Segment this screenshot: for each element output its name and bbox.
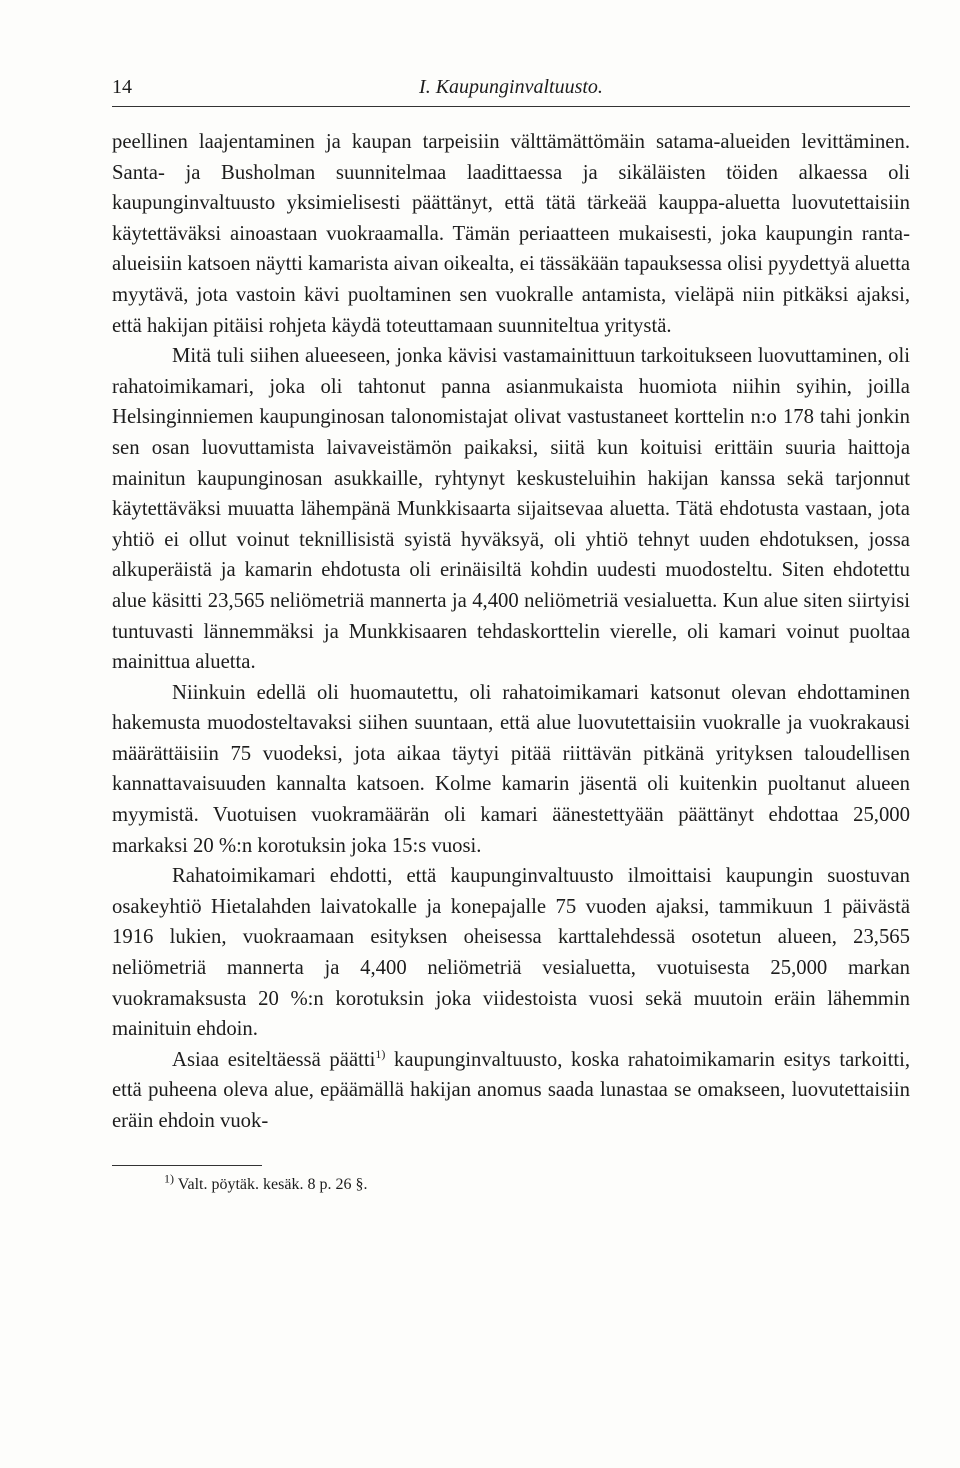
- page-number: 14: [112, 76, 132, 98]
- running-title: I. Kaupunginvaltuusto.: [419, 76, 603, 98]
- paragraph-1: peellinen laajentaminen ja kaupan tarpeisiin välttämättömäin satama-alueiden levittäminen. Santa- ja Busholman suunnitelmaa laadittaessa ja sikäläisten töiden alkaessa oli kaupunginvaltuusto yksimielisesti päättänyt, että tätä tärkeää kauppa-aluetta luovutettaisiin käytettäväksi ainoastaan vuokraamalla. Tämän periaatteen mukaisesti, joka kaupungin ranta-alueisiin katsoen näytti kamarista aivan oikealta, ei tässäkään tapauksessa olisi pyydettyä aluetta myytävä, jota vastoin kävi puoltaminen sen vuokralle antamista, vieläpä niin pitkäksi ajaksi, että hakijan pitäisi rohjeta käydä toteuttamaan suunniteltua yritystä.: [112, 131, 910, 337]
- footnote-text: Valt. pöytäk. kesäk. 8 p. 26 §.: [174, 1175, 368, 1193]
- paragraph-5: [112, 1045, 910, 1137]
- body-text: [112, 127, 910, 1137]
- paragraph-2: Mitä tuli siihen alueeseen, jonka kävisi vastamainittuun tarkoitukseen luovuttaminen, oli rahatoimikamari, joka oli tahtonut panna asianmukaista huomiota niihin syihin, joilla Helsinginniemen kaupunginosan talonomistajat olivat vastustaneet korttelin n:o 178 tahi jonkin sen osan luovuttamista laivaveistämön paikaksi, siitä kun koituisi erittäin suuria haittoja mainitun kaupunginosan asukkaille, ryhtynyt keskusteluihin hakijan kanssa sekä tarjonnut käytettäväksi muuatta lähempänä Munkkisaarta sijaitsevaa aluetta. Tätä ehdotusta vastaan, jota yhtiö ei ollut voinut teknillisistä syistä hyväksyä, oli yhtiö tehnyt uuden ehdotuksen, jossa alkuperäistä ja kamarin ehdotusta oli erinäisiltä kohdin uudesti muodosteltu. Siten ehdotettu alue käsitti 23,565 neliömetriä mannerta ja 4,400 neliömetriä vesialuetta. Kun alue siten siirtyisi tuntuvasti lännemmäksi ja Munkkisaaren tehdaskorttelin vierelle, oli kamari voinut puoltaa mainittua aluetta.: [112, 345, 910, 674]
- paragraph-5-rest: kaupunginvaltuusto, koska rahatoimikamarin esitys tarkoitti, että puheena oleva alue, epäämällä hakijan anomus saada lunastaa se omakseen, luovutettaisiin eräin ehdoin vuok-: [112, 1048, 910, 1132]
- footnote-divider: [112, 1165, 262, 1166]
- paragraph-3: Niinkuin edellä oli huomautettu, oli rahatoimikamari katsonut olevan ehdottaminen hakemusta muodosteltavaksi siihen suuntaan, että alue luovutettaisiin vuokralle ja vuokrakausi määrättäisiin 75 vuodeksi, jota aikaa täytyi pitää riittävän pitkänä yrityksen taloudellisen kannattavaisuuden kannalta katsoen. Kolme kamarin jäsentä oli kuitenkin puoltanut alueen myymistä. Vuotuisen vuokramäärän oli kamari äänestettyään päättänyt ehdottaa 25,000 markaksi 20 %:n korotuksin joka 15:s vuosi.: [112, 681, 910, 857]
- paragraph-4: Rahatoimikamari ehdotti, että kaupunginvaltuusto ilmoittaisi kaupungin suostuvan osakeyhtiö Hietalahden laivatokalle ja konepajalle 75 vuoden ajaksi, tammikuun 1 päivästä 1916 lukien, vuokraamaan esityksen oheisessa karttalehdessä osotetun alueen, 23,565 neliömetriä mannerta ja 4,400 neliömetriä vesialuetta, vuotuisesta 25,000 markan vuokramaksusta 20 %:n korotuksin joka viidestoista vuosi sekä muutoin eräin lähemmin mainituin ehdoin.: [112, 865, 910, 1041]
- footnote-marker: 1): [164, 1171, 174, 1186]
- footnote: [112, 1171, 910, 1196]
- page-header: [112, 70, 910, 107]
- paragraph-5-start: Asiaa esiteltäessä päätti: [172, 1048, 376, 1071]
- document-page: [112, 70, 910, 1196]
- footnote-reference[interactable]: 1): [375, 1046, 386, 1061]
